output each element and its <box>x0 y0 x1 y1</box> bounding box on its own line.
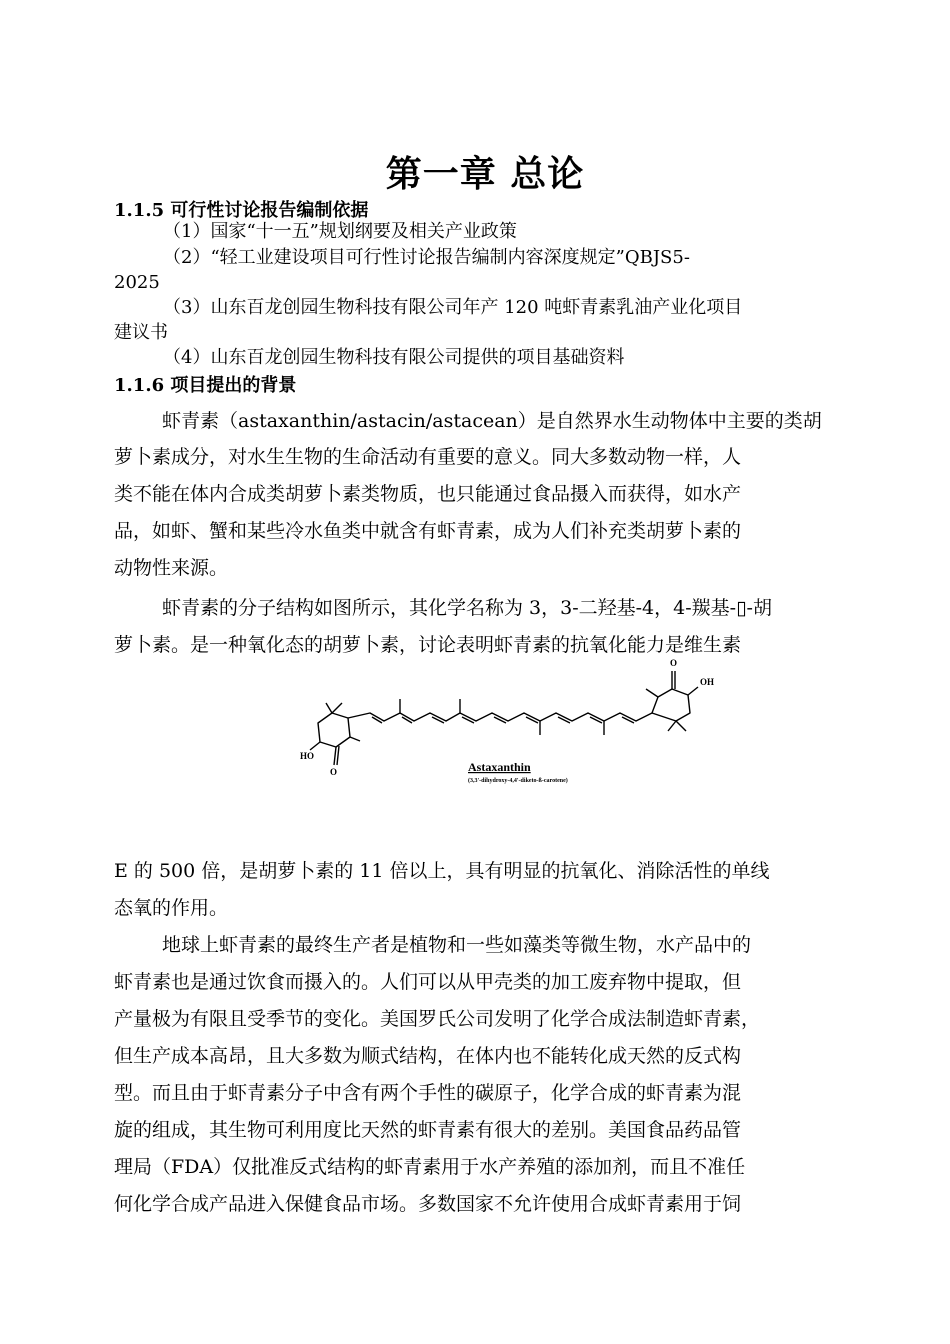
oxygen-label-right: O <box>670 658 678 668</box>
basis-item-1: （1）国家“十一五”规划纲要及相关产业政策 <box>163 221 517 242</box>
para3-line-8: 何化学合成产品进入保健食品市场。多数国家不允许使用合成虾青素用于饲 <box>114 1193 742 1215</box>
para2-line-2: 萝卜素。是一种氧化态的胡萝卜素，讨论表明虾青素的抗氧化能力是维生素 <box>114 634 742 656</box>
chapter-title: 第一章 总论 <box>385 153 585 195</box>
para2-line-1: 虾青素的分子结构如图所示，其化学名称为 3，3-二羟基-4，4-羰基-▯-胡 <box>162 597 772 619</box>
para3-line-3: 产量极为有限且受季节的变化。美国罗氏公司发明了化学合成法制造虾青素， <box>114 1008 761 1030</box>
astaxanthin-structure-figure <box>290 655 730 790</box>
section-heading-1-1-5: 1.1.5 可行性讨论报告编制依据 <box>114 200 369 221</box>
para2-cont-line-1: E 的 500 倍，是胡萝卜素的 11 倍以上，具有明显的抗氧化、消除活性的单线 <box>114 860 770 882</box>
basis-item-2: （2）“轻工业建设项目可行性讨论报告编制内容深度规定”QBJS5- <box>163 247 690 268</box>
para1-line-4: 品，如虾、蟹和某些冷水鱼类中就含有虾青素，成为人们补充类胡萝卜素的 <box>114 520 742 542</box>
para3-line-7: 理局（FDA）仅批准反式结构的虾青素用于水产养殖的添加剂，而且不准任 <box>114 1156 746 1178</box>
basis-item-3: （3）山东百龙创园生物科技有限公司年产 120 吨虾青素乳油产业化项目 <box>163 297 743 318</box>
para1-line-3: 类不能在体内合成类胡萝卜素类物质，也只能通过食品摄入而获得，如水产 <box>114 483 742 505</box>
basis-item-3-cont: 建议书 <box>114 322 168 343</box>
para3-line-6: 旋的组成，其生物可利用度比天然的虾青素有很大的差别。美国食品药品管 <box>114 1119 742 1141</box>
hydroxyl-label-left: HO <box>300 751 315 761</box>
para3-line-5: 型。而且由于虾青素分子中含有两个手性的碳原子，化学合成的虾青素为混 <box>114 1082 742 1104</box>
para1-line-1: 虾青素（astaxanthin/astacin/astacean）是自然界水生动物体中主要的类胡 <box>162 410 822 432</box>
section-heading-1-1-6: 1.1.6 项目提出的背景 <box>114 375 297 396</box>
para3-line-4: 但生产成本高昂，且大多数为顺式结构，在体内也不能转化成天然的反式构 <box>114 1045 742 1067</box>
basis-item-4: （4）山东百龙创园生物科技有限公司提供的项目基础资料 <box>163 347 625 368</box>
para1-line-2: 萝卜素成分，对水生生物的生命活动有重要的意义。同大多数动物一样，人 <box>114 446 742 468</box>
figure-compound-name: Astaxanthin <box>468 760 531 774</box>
oxygen-label-left: O <box>330 767 338 777</box>
hydroxyl-label-right: OH <box>700 677 715 687</box>
basis-item-2-cont: 2025 <box>114 272 160 293</box>
para2-cont-line-2: 态氧的作用。 <box>114 897 229 919</box>
para3-line-1: 地球上虾青素的最终生产者是植物和一些如藻类等微生物，水产品中的 <box>162 934 752 956</box>
figure-chemical-name: (3,3'-dihydroxy-4,4'-diketo-ß-carotene) <box>468 778 568 784</box>
para3-line-2: 虾青素也是通过饮食而摄入的。人们可以从甲壳类的加工废弃物中提取，但 <box>114 971 742 993</box>
para1-line-5: 动物性来源。 <box>114 557 229 579</box>
